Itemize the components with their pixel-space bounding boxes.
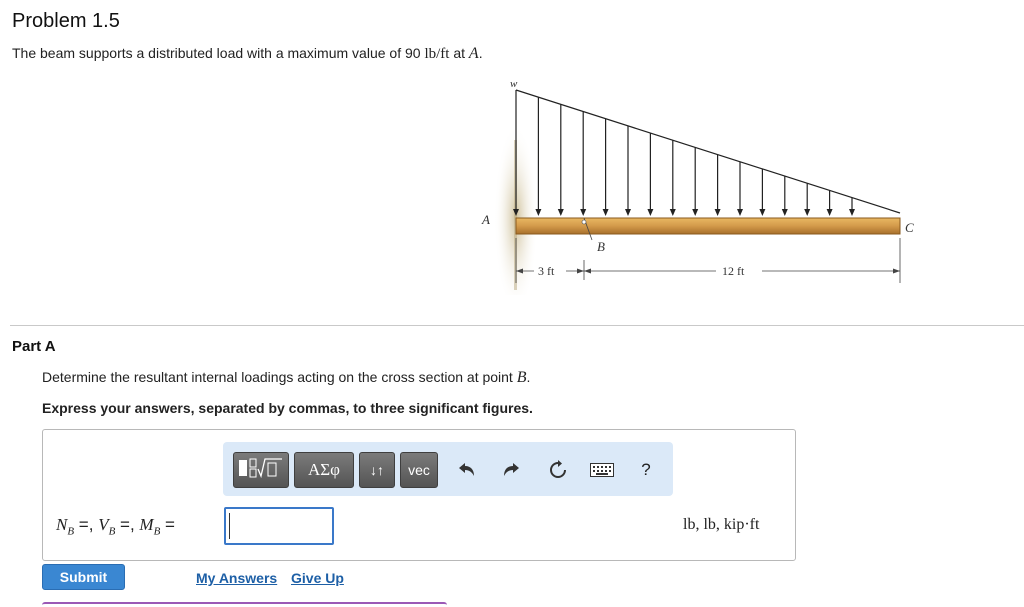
text-caret bbox=[229, 513, 230, 539]
load-arrowhead bbox=[759, 209, 765, 216]
templates-button[interactable] bbox=[233, 452, 289, 488]
problem-title: Problem 1.5 bbox=[12, 10, 120, 32]
help-button[interactable]: ? bbox=[641, 460, 651, 479]
load-arrowhead bbox=[827, 209, 833, 216]
label-w: w bbox=[510, 78, 518, 90]
dimension-lines bbox=[516, 238, 900, 283]
problem-statement: The beam supports a distributed load with a maximum value of 90 lb/ft at A. bbox=[12, 45, 483, 62]
answer-variables-label: $N_B$ =, $V_B$ =, $M_B$ = bbox=[56, 515, 175, 538]
undo-icon[interactable] bbox=[451, 454, 481, 486]
answer-units: lb, lb, kip·ft bbox=[683, 516, 760, 533]
beam bbox=[516, 218, 900, 234]
load-arrowhead bbox=[580, 209, 586, 216]
dimension-3ft: 3 ft bbox=[538, 264, 555, 278]
load-arrowhead bbox=[804, 209, 810, 216]
redo-icon[interactable] bbox=[497, 454, 527, 486]
load-arrowhead bbox=[670, 209, 676, 216]
fraction-sqrt-template-icon bbox=[238, 456, 284, 484]
load-arrowhead bbox=[715, 209, 721, 216]
answer-input[interactable] bbox=[224, 507, 334, 545]
load-arrowhead bbox=[647, 209, 653, 216]
keyboard-icon[interactable] bbox=[587, 454, 617, 486]
load-arrowhead bbox=[603, 209, 609, 216]
load-arrowhead bbox=[625, 209, 631, 216]
give-up-link[interactable]: Give Up bbox=[291, 570, 344, 586]
load-arrowhead bbox=[558, 209, 564, 216]
greek-symbols-button[interactable]: ΑΣφ bbox=[294, 452, 354, 488]
label-a: A bbox=[482, 212, 490, 227]
reset-icon[interactable] bbox=[543, 454, 573, 486]
distributed-load bbox=[513, 90, 900, 216]
math-toolbar bbox=[223, 442, 673, 496]
arrows-button[interactable]: ↓↑ bbox=[359, 452, 395, 488]
section-divider bbox=[10, 325, 1024, 326]
my-answers-link[interactable]: My Answers bbox=[196, 570, 278, 586]
load-arrowhead bbox=[849, 209, 855, 216]
part-a-question: Determine the resultant internal loadings acting on the cross section at point B. bbox=[42, 369, 531, 386]
submit-button[interactable]: Submit bbox=[42, 564, 125, 590]
load-arrowhead bbox=[737, 209, 743, 216]
load-arrowhead bbox=[782, 209, 788, 216]
label-c: C bbox=[905, 220, 914, 235]
dimension-12ft: 12 ft bbox=[722, 264, 745, 278]
part-a-instructions: Express your answers, separated by commas, to three significant figures. bbox=[42, 400, 533, 416]
beam-figure bbox=[470, 70, 930, 295]
vec-button[interactable]: vec bbox=[400, 452, 438, 488]
part-a-title: Part A bbox=[12, 338, 56, 355]
label-b: B bbox=[597, 239, 605, 254]
load-arrowhead bbox=[692, 209, 698, 216]
